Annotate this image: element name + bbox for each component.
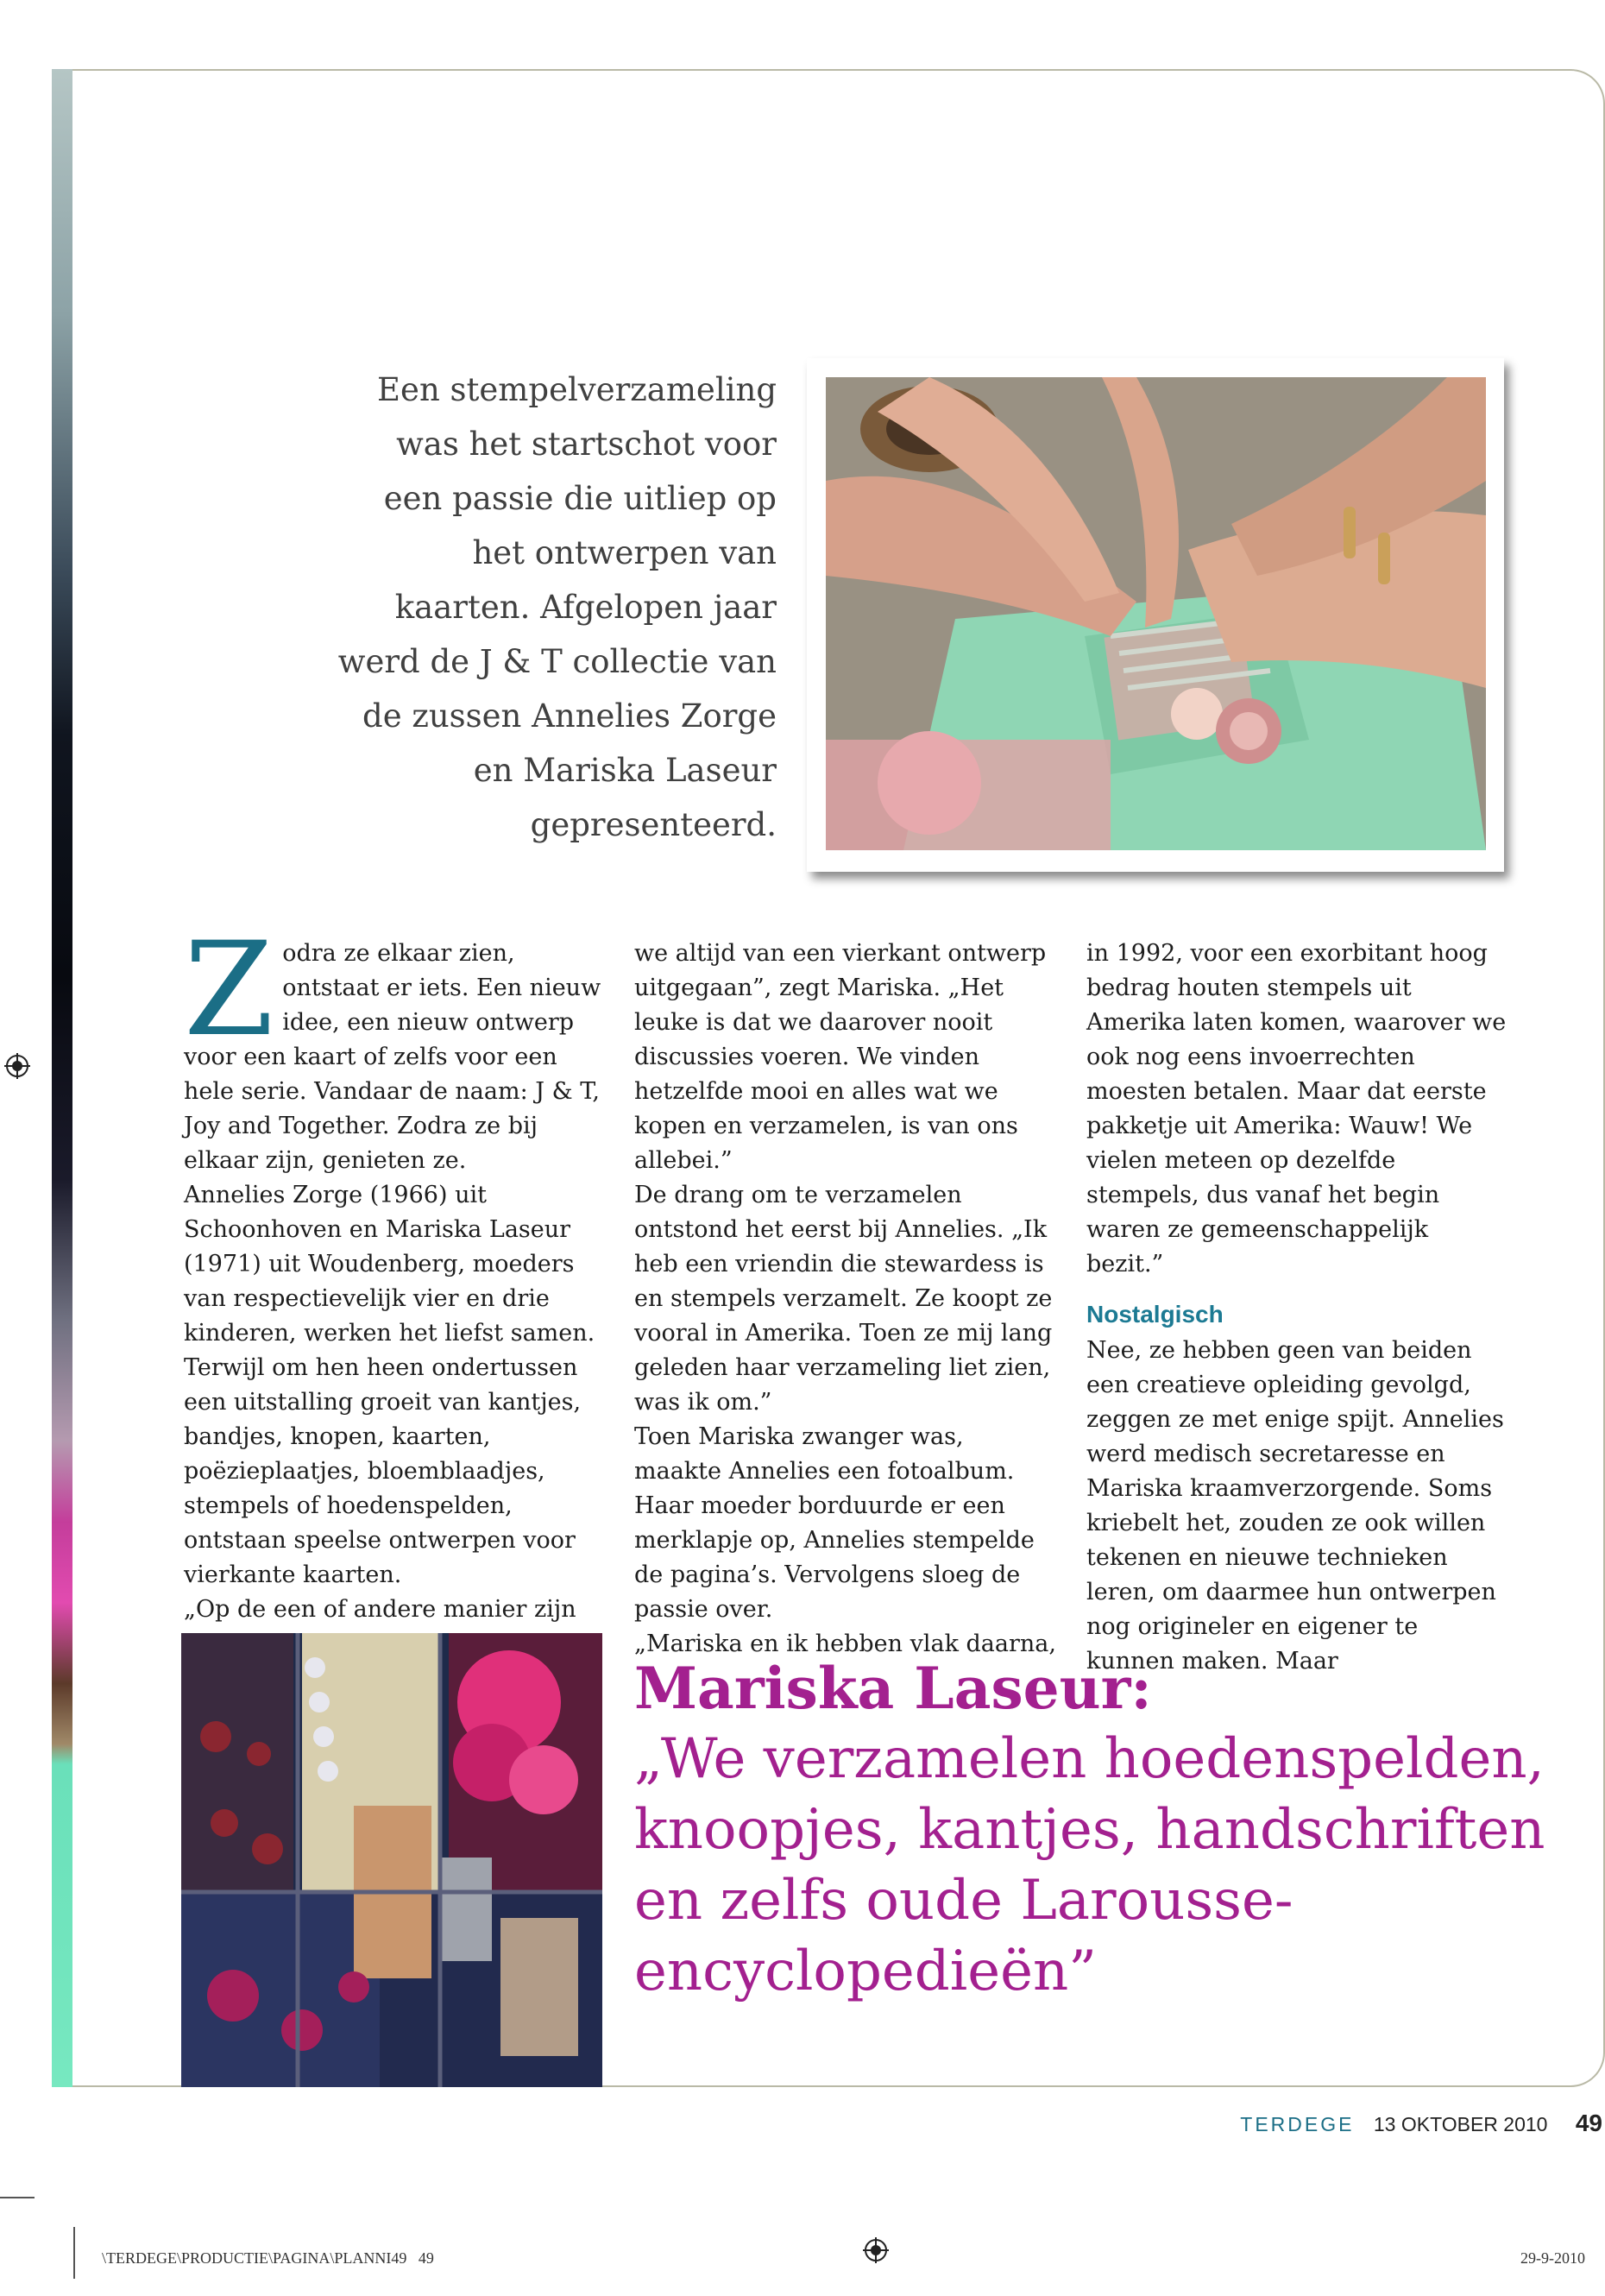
paragraph: „Mariska en ik hebben vlak daarna, <box>634 1631 1056 1657</box>
body-column-2 <box>634 937 1057 1662</box>
photo-hands-card <box>826 377 1486 850</box>
pull-quote-name: Mariska Laseur: <box>634 1655 1152 1722</box>
subheading: Nostalgisch <box>1086 1301 1224 1328</box>
issue-date: 13 OKTOBER 2010 <box>1373 2113 1548 2135</box>
photo-collection-box <box>181 1633 602 2087</box>
magazine-name: TERDEGE <box>1240 2113 1355 2135</box>
slug-page: 49 <box>418 2249 434 2267</box>
paragraph: „Op de een of andere manier zijn <box>184 1596 576 1623</box>
paragraph: Toen Mariska zwanger was, maakte Annelies een fotoalbum. Haar moeder borduurde er een merklapje op, Annelies stempelde de pagina’s. Vervolgens sloeg de passie over. <box>634 1423 1035 1623</box>
slug-date: 29-9-2010 <box>1520 2249 1585 2267</box>
page-number: 49 <box>1575 2110 1602 2136</box>
photo-card-making <box>807 358 1504 872</box>
registration-mark-icon <box>863 2237 889 2263</box>
slug-path: \TERDEGE\PRODUCTIE\PAGINA\PLANNI49 <box>102 2249 407 2267</box>
dropcap: Z <box>184 915 274 1065</box>
color-edge-strip <box>52 69 72 2087</box>
paragraph: De drang om te verzamelen ontstond het eerst bij Annelies. „Ik heb een vriendin die stewardess is en stempels verzamelt. Ze koopt ze vooral in Amerika. Toen ze mij lang geleden haar verzameling liet zien, was ik om.” <box>634 1182 1053 1416</box>
slug-line <box>102 2249 434 2268</box>
paragraph: odra ze elkaar zien, ontstaat er iets. Een nieuw idee, een nieuw ontwerp voor een kaart of zelfs voor een hele serie. Vandaar de naam: J & T, Joy and Together. Zodra ze bij elkaar zijn, genieten ze. <box>184 940 601 1174</box>
pull-quote <box>634 1653 1575 2007</box>
paragraph: Annelies Zorge (1966) uit Schoonhoven en Mariska Laseur (1971) uit Woudenberg, moeders van respectievelijk vier en drie kinderen, werken het liefst samen. Terwijl om hen heen ondertussen een uitstalling groeit van kantjes, bandjes, knopen, kaarten, poëzieplaatjes, bloemblaadjes, stempels of hoedenspelden, ontstaan speelse ontwerpen voor vierkante kaarten. <box>184 1182 595 1588</box>
body-column-3 <box>1086 937 1509 1679</box>
paragraph: in 1992, voor een exorbitant hoog bedrag houten stempels uit Amerika laten komen, waarover we ook nog eens invoerrechten moesten betalen. Maar dat eerste pakketje uit Amerika: Wauw! We vielen meteen op dezelfde stempels, dus vanaf het begin waren ze gemeenschappelijk bezit.” <box>1086 940 1507 1277</box>
paragraph: Nee, ze hebben geen van beiden een creatieve opleiding gevolgd, zeggen ze met enige spijt. Annelies werd medisch secretaresse en Mariska kraamverzorgende. Soms kriebelt het, zouden ze ook willen tekenen en nieuwe technieken leren, om daarmee hun ontwerpen nog origineler en eigener te kunnen maken. Maar <box>1086 1337 1504 1675</box>
hands-card-illustration <box>826 377 1486 850</box>
paragraph: we altijd van een vierkant ontwerp uitgegaan”, zegt Mariska. „Het leuke is dat we daarover nooit discussies voeren. We vinden hetzelfde mooi en alles wat we kopen en verzamelen, is van ons allebei.” <box>634 940 1047 1174</box>
collection-box-illustration <box>181 1633 602 2087</box>
crop-mark <box>0 2197 35 2198</box>
body-column-1 <box>184 915 607 1627</box>
pull-quote-text: „We verzamelen hoedenspelden, knoopjes, kantjes, handschriften en zelfs oude Larousse-encyclopedieën” <box>634 1727 1545 2003</box>
registration-mark-icon <box>4 1053 30 1079</box>
intro-text: Een stempelverzameling was het startschot voor een passie die uitliep op het ontwerpen van kaarten. Afgelopen jaar werd de J & T collectie van de zussen Annelies Zorge en Mariska Laseur gepresenteerd. <box>337 371 777 843</box>
crop-mark <box>73 2227 75 2279</box>
page-footer <box>1161 2110 1602 2137</box>
